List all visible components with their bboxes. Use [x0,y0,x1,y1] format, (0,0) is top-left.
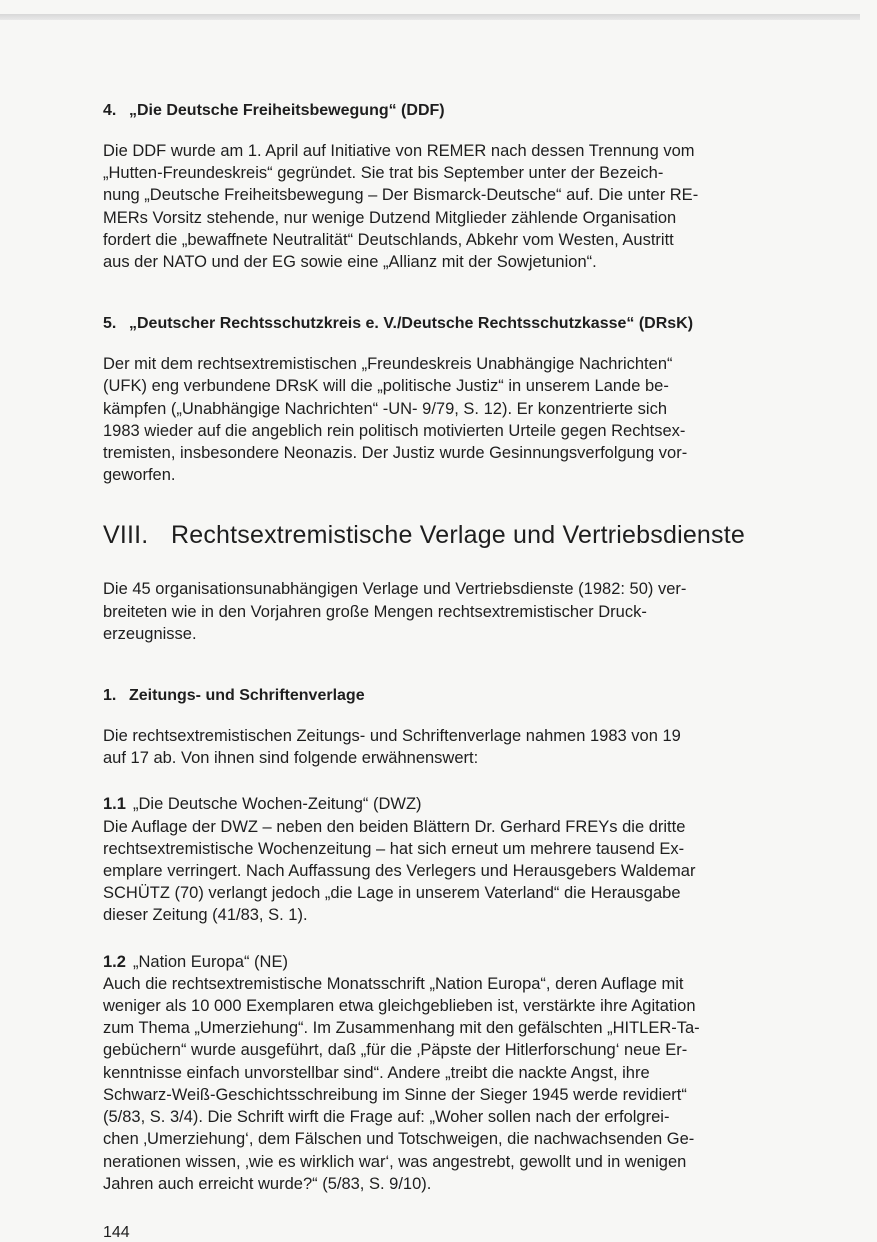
text-line: chen ‚Umerziehung‘, dem Fälschen und Totschweigen, die nachwachsenden Ge- [103,1130,695,1149]
document-page [103,100,803,1195]
text-line: Die Auflage der DWZ – neben den beiden Blättern Dr. Gerhard FREYs die dritte [103,817,686,836]
subsection-body-1-2 [103,973,803,1195]
text-line: (UFK) eng verbundene DRsK will die „politische Justiz“ in unserem Lande be- [103,377,669,396]
text-line: zum Thema „Umerziehung“. Im Zusammenhang mit den gefälschten „HITLER-Ta- [103,1019,700,1038]
section-body-5 [103,353,803,486]
text-line: gebüchern“ wurde ausgeführt, daß „für die ‚Päpste der Hitlerforschung‘ neue Er- [103,1041,688,1060]
text-line: tremisten, insbesondere Neonazis. Der Justiz wurde Gesinnungsverfolgung vor- [103,444,688,463]
text-line: nerationen wissen, ‚wie es wirklich war‘, was angestrebt, gewollt und in wenigen [103,1152,687,1171]
text-line: emplare verringert. Nach Auffassung des Verlegers und Herausgebers Waldemar [103,862,696,881]
scan-top-edge [0,14,860,20]
text-line: erzeugnisse. [103,624,197,643]
text-line: Die DDF wurde am 1. April auf Initiative von REMER nach dessen Trennung vom [103,142,695,160]
text-line: rechtsextremistische Wochenzeitung – hat sich erneut um mehrere tausend Ex- [103,839,685,858]
text-line: Jahren auch erreicht wurde?“ (5/83, S. 9/10). [103,1174,432,1193]
text-line: breiteten wie in den Vorjahren große Mengen rechtsextremistischer Druck- [103,602,647,621]
text-line: Die rechtsextremistischen Zeitungs- und Schriftenverlage nahmen 1983 von 19 [103,727,681,746]
section-body-1 [103,725,803,769]
text-line: Der mit dem rechtsextremistischen „Freundeskreis Unabhängige Nachrichten“ [103,355,673,374]
text-line: weniger als 10 000 Exemplaren etwa gleichgeblieben ist, verstärkte ihre Agitation [103,997,696,1016]
text-line: dieser Zeitung (41/83, S. 1). [103,906,308,925]
page-number: 144 [103,1224,130,1241]
text-line: nung „Deutsche Freiheitsbewegung – Der Bismarck-Deutsche“ auf. Die unter RE- [103,186,699,205]
subsection-heading-1-1: 1.1 „Die Deutsche Wochen-Zeitung“ (DWZ) [103,795,422,814]
text-line: SCHÜTZ (70) verlangt jedoch „die Lage in unserem Vaterland“ die Herausgabe [103,884,681,903]
subsection-heading-1-2: 1.2 „Nation Europa“ (NE) [103,952,288,971]
subsection-body-1-1 [103,816,803,927]
text-line: Die 45 organisationsunabhängigen Verlage und Vertriebsdienste (1982: 50) ver- [103,580,687,599]
text-line: „Hutten-Freundeskreis“ gegründet. Sie trat bis September unter der Bezeich- [103,164,664,183]
text-line: kämpfen („Unabhängige Nachrichten“ -UN- 9/79, S. 12). Er konzentrierte sich [103,399,668,418]
text-line: (5/83, S. 3/4). Die Schrift wirft die Frage auf: „Woher sollen nach der erfolgrei- [103,1108,670,1127]
section-heading-5: 5. „Deutscher Rechtsschutzkreis e. V./Deutsche Rechtsschutzkasse“ (DRsK) [103,315,694,333]
text-line: aus der NATO und der EG sowie eine „Allianz mit der Sowjetunion“. [103,253,597,272]
section-heading-1: 1. Zeitungs- und Schriftenverlage [103,687,365,705]
text-line: fordert die „bewaffnete Neutralität“ Deutschlands, Abkehr vom Westen, Austritt [103,230,674,249]
text-line: kenntnisse einfach unvorstellbar sind“. Andere „treibt die nackte Angst, ihre [103,1063,650,1082]
text-line: Auch die rechtsextremistische Monatsschrift „Nation Europa“, deren Auflage mit [103,974,684,993]
text-line: 1983 wieder auf die angeblich rein politisch motivierten Urteile gegen Rechtsex- [103,421,686,440]
chapter-heading-viii: VIII. Rechtsextremistische Verlage und Vertriebsdienste [103,521,745,550]
text-line: geworfen. [103,466,176,485]
text-line: Schwarz-Weiß-Geschichtsschreibung im Sinne der Sieger 1945 werde revidiert“ [103,1085,687,1104]
text-line: auf 17 ab. Von ihnen sind folgende erwähnenswert: [103,749,479,768]
text-line: MERs Vorsitz stehende, nur wenige Dutzend Mitglieder zählende Organisation [103,208,677,227]
chapter-body-viii [103,578,803,645]
section-heading-4: 4. „Die Deutsche Freiheitsbewegung“ (DDF) [103,102,445,119]
section-body-4 [103,140,803,273]
